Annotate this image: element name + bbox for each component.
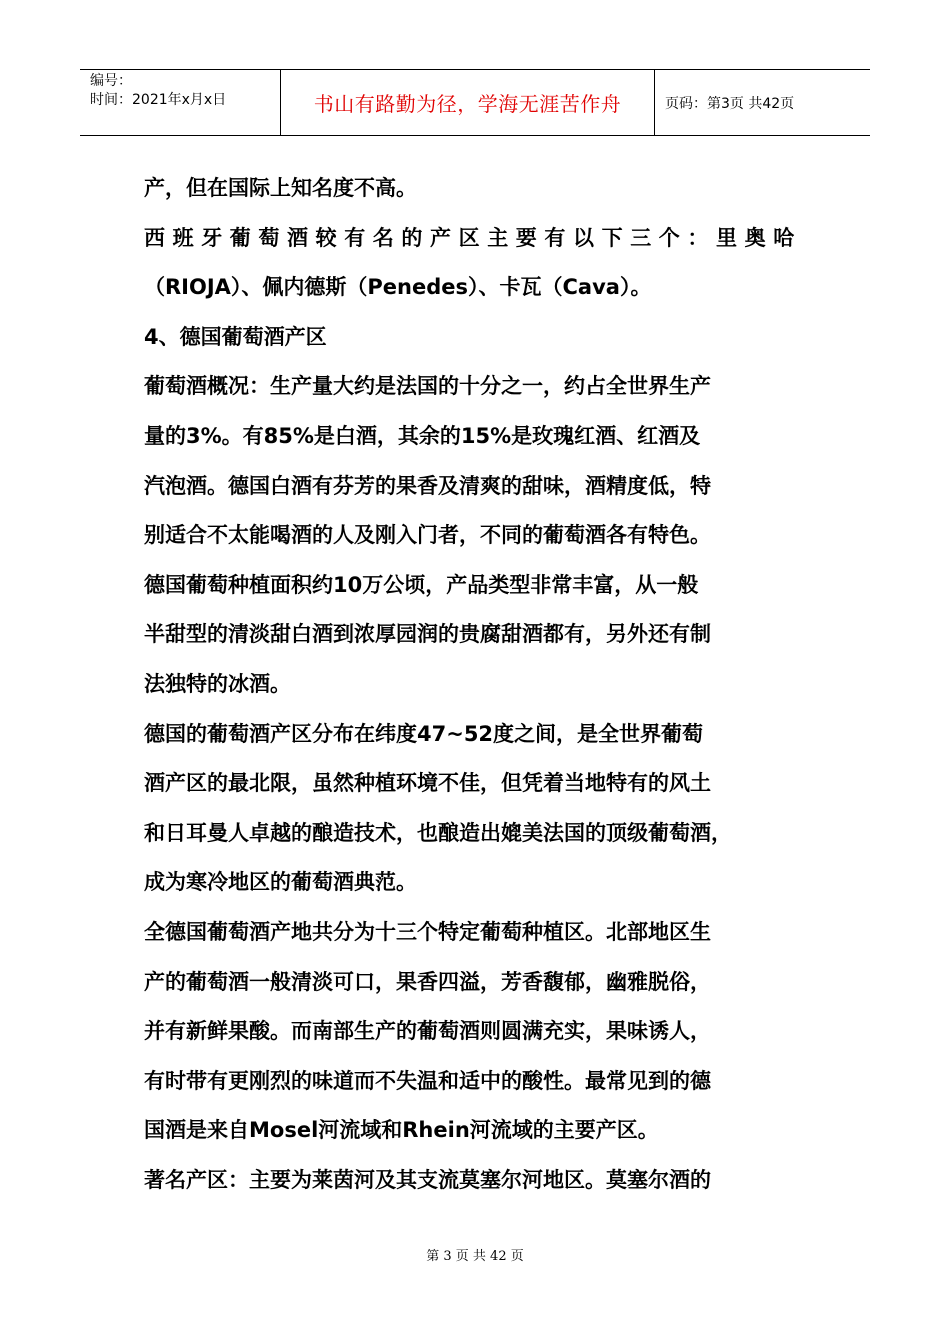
document-number-label: 编号：	[90, 73, 132, 89]
body-line: 德国的葡萄酒产区分布在纬度47~52度之间，是全世界葡萄	[144, 721, 704, 746]
body-line: 有时带有更刚烈的味道而不失温和适中的酸性。最常见到的德	[144, 1068, 711, 1093]
body-line: 酒产区的最北限，虽然种植环境不佳，但凭着当地特有的风土	[144, 771, 711, 796]
body-line: 成为寒冷地区的葡萄酒典范。	[144, 870, 417, 895]
section-heading: 4、德国葡萄酒产区	[144, 324, 327, 349]
page-header	[80, 69, 870, 136]
body-line: 产的葡萄酒一般清淡可口，果香四溢，芳香馥郁，幽雅脱俗，	[144, 969, 711, 994]
body-line: 葡萄酒概况：生产量大约是法国的十分之一，约占全世界生产	[144, 374, 711, 399]
body-line: 全德国葡萄酒产地共分为十三个特定葡萄种植区。北部地区生	[144, 919, 711, 944]
body-line: 别适合不太能喝酒的人及刚入门者，不同的葡萄酒各有特色。	[144, 523, 711, 548]
body-line: 著名产区：主要为莱茵河及其支流莫塞尔河地区。莫塞尔酒的	[144, 1167, 711, 1192]
body-line: 和日耳曼人卓越的酿造技术，也酿造出媲美法国的顶级葡萄酒，	[144, 820, 732, 845]
body-line: 国酒是来自Mosel河流域和Rhein河流域的主要产区。	[144, 1118, 659, 1143]
header-page-cell	[655, 70, 870, 135]
body-line: 产，但在国际上知名度不高。	[144, 176, 417, 200]
body-line: （RIOJA）、佩内德斯（Penedes）、卡瓦（Cava）。	[144, 275, 652, 300]
page-footer: 第 3 页 共 42 页	[426, 1249, 524, 1264]
body-line: 德国葡萄种植面积约10万公顷，产品类型非常丰富，从一般	[144, 572, 699, 597]
header-motto: 书山有路勤为径，学海无涯苦作舟	[313, 92, 622, 116]
body-line: 量的3%。有85%是白酒，其余的15%是玫瑰红酒、红酒及	[144, 423, 701, 448]
document-date-label: 时间：2021年x月x日	[90, 92, 227, 108]
body-line: 西班牙葡萄酒较有名的产区主要有以下三个：里奥哈	[144, 225, 802, 250]
header-page-number: 页码：第3页 共42页	[665, 95, 795, 112]
header-motto-cell	[281, 70, 655, 135]
body-line: 并有新鲜果酸。而南部生产的葡萄酒则圆满充实，果味诱人，	[144, 1019, 711, 1044]
body-line: 半甜型的清淡甜白酒到浓厚园润的贵腐甜酒都有，另外还有制	[144, 622, 711, 647]
header-meta-cell	[80, 70, 281, 135]
body-line: 法独特的冰酒。	[144, 671, 291, 696]
document-body	[144, 164, 824, 1205]
body-line: 汽泡酒。德国白酒有芬芳的果香及清爽的甜味，酒精度低，特	[144, 473, 711, 498]
